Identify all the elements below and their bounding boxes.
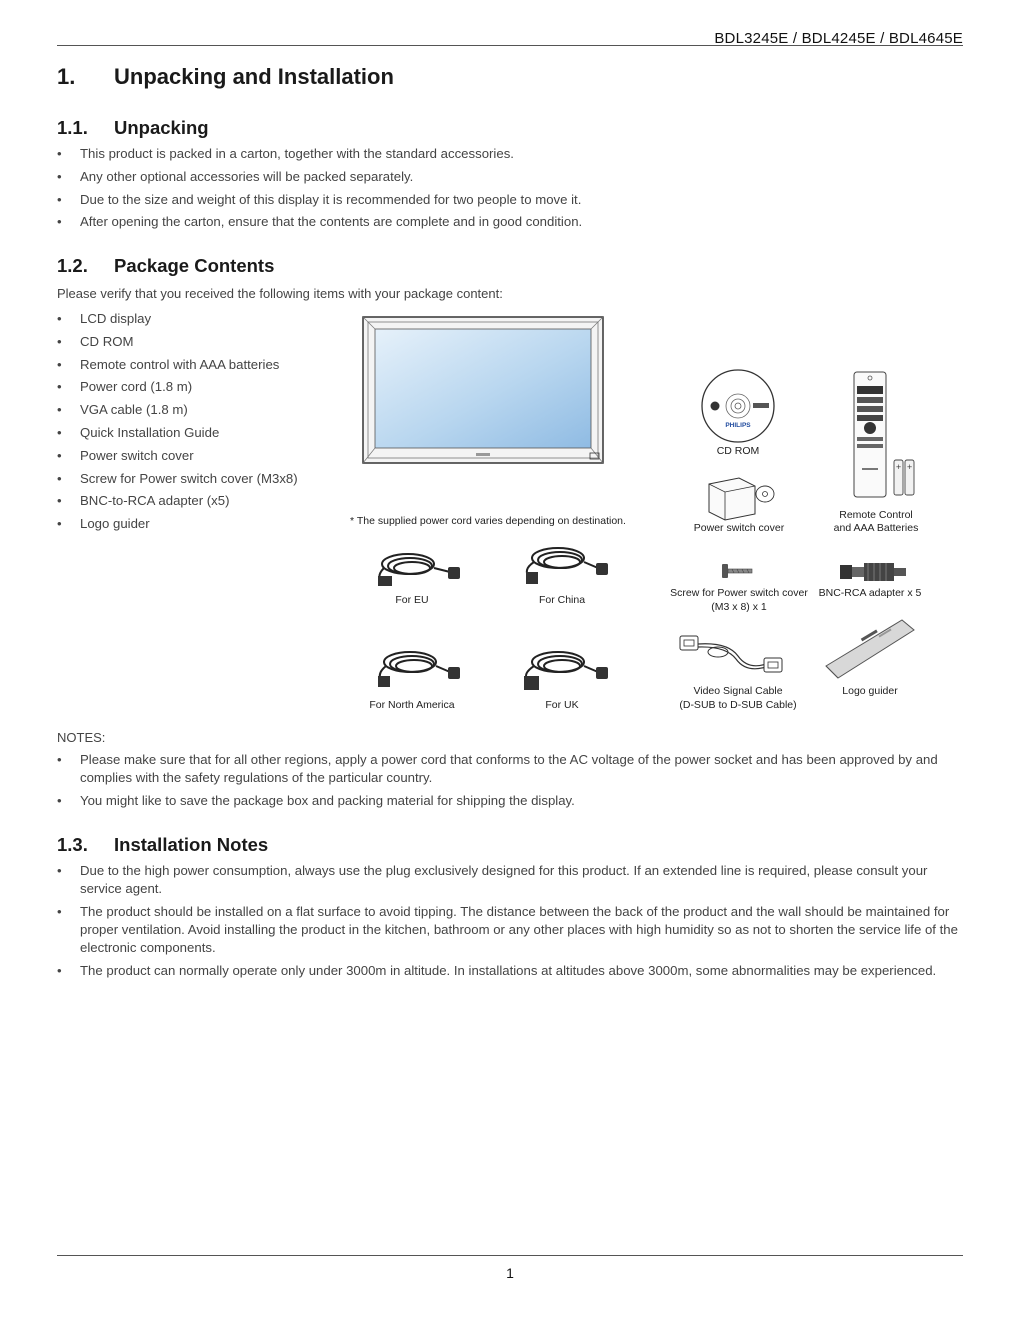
list-item: • Power cord (1.8 m): [57, 378, 347, 396]
page-number: 1: [506, 1265, 514, 1281]
screw-caption-line1: Screw for Power switch cover: [670, 587, 808, 599]
remote-control-illustration: [852, 370, 918, 500]
logo-guider-illustration: [822, 616, 918, 682]
power-switch-cover-illustration: [705, 474, 777, 522]
section-title: Unpacking and Installation: [114, 64, 394, 89]
video-cable-caption-line2: (D-SUB to D-SUB Cable): [679, 699, 797, 711]
unpacking-list: [57, 145, 963, 236]
list-item: • Remote control with AAA batteries: [57, 356, 347, 374]
power-cord-north-america-illustration: [370, 648, 462, 690]
logo-guider-caption: Logo guider: [842, 685, 898, 697]
power-cord-note: * The supplied power cord varies depending on destination.: [350, 515, 626, 527]
list-item: • VGA cable (1.8 m): [57, 401, 347, 419]
list-item: • After opening the carton, ensure that the contents are complete and in good condition.: [57, 213, 963, 231]
list-item: • LCD display: [57, 310, 347, 328]
lcd-display-illustration: [362, 316, 604, 464]
notes-label: NOTES:: [57, 730, 106, 745]
power-switch-cover-caption: Power switch cover: [693, 522, 785, 534]
header-rule: [57, 45, 963, 46]
power-cord-uk-caption: For UK: [545, 699, 579, 711]
bnc-adapter-caption: BNC-RCA adapter x 5: [818, 587, 922, 599]
power-cord-eu-illustration: [370, 548, 462, 588]
list-item: • This product is packed in a carton, together with the standard accessories.: [57, 145, 963, 163]
list-item: • Any other optional accessories will be packed separately.: [57, 168, 963, 186]
unpacking-number: 1.1.: [57, 117, 88, 138]
list-item: • Due to the size and weight of this display it is recommended for two people to move it.: [57, 191, 963, 209]
bnc-adapter-illustration: [838, 560, 908, 584]
installation-number: 1.3.: [57, 834, 88, 855]
power-cord-eu-caption: For EU: [395, 594, 429, 606]
list-item: • BNC-to-RCA adapter (x5): [57, 492, 347, 510]
package-list: [57, 310, 347, 538]
svg-text:+: +: [895, 463, 902, 471]
section-heading: [57, 64, 394, 90]
screw-caption-line2: (M3 x 8) x 1: [711, 601, 767, 613]
section-number: 1.: [57, 64, 76, 89]
cd-rom-caption: CD ROM: [716, 445, 760, 457]
list-item: • Quick Installation Guide: [57, 424, 347, 442]
svg-text:+: +: [906, 463, 913, 471]
list-item: • Power switch cover: [57, 447, 347, 465]
package-title: Package Contents: [114, 255, 275, 276]
package-number: 1.2.: [57, 255, 88, 276]
power-cord-uk-illustration: [518, 648, 610, 692]
installation-heading: [57, 834, 268, 856]
power-cord-china-caption: For China: [538, 594, 586, 606]
video-cable-caption-line1: Video Signal Cable: [693, 685, 783, 697]
package-intro: Please verify that you received the following items with your package content:: [57, 286, 503, 301]
installation-title: Installation Notes: [114, 834, 269, 855]
list-item: • Due to the high power consumption, always use the plug exclusively designed for this product. If an extended line is required, please consult your service agent.: [57, 862, 963, 898]
cd-rom-illustration: [700, 368, 776, 444]
unpacking-heading: [57, 117, 209, 139]
power-cord-china-illustration: [518, 544, 610, 586]
remote-caption-line1: Remote Control: [839, 509, 913, 521]
cd-brand-label: PHILIPS: [725, 422, 751, 429]
list-item: • The product can normally operate only under 3000m in altitude. In installations at altitudes above 3000m, some abnormalities may be experienced.: [57, 962, 963, 980]
package-heading: [57, 255, 274, 277]
list-item: • The product should be installed on a flat surface to avoid tipping. The distance between the back of the product and the wall should be maintained for proper ventilation. Avoid installing the product in the kitchen, bathroom or any other places with high humidity so as not to shorten the service life of the electronic components.: [57, 903, 963, 957]
video-signal-cable-illustration: [678, 632, 788, 682]
unpacking-title: Unpacking: [114, 117, 209, 138]
list-item: • Logo guider: [57, 515, 347, 533]
list-item: • You might like to save the package box and packing material for shipping the display.: [57, 792, 963, 810]
screw-illustration: [720, 560, 756, 582]
list-item: • Please make sure that for all other regions, apply a power cord that conforms to the AC voltage of the power socket and has been approved by and complies with the safety regulations of the particular country.: [57, 751, 963, 787]
list-item: • Screw for Power switch cover (M3x8): [57, 470, 347, 488]
remote-caption-line2: and AAA Batteries: [833, 522, 919, 534]
footer-rule: [57, 1255, 963, 1256]
notes-list: [57, 751, 963, 815]
list-item: • CD ROM: [57, 333, 347, 351]
power-cord-north-america-caption: For North America: [369, 699, 455, 711]
installation-list: [57, 862, 963, 984]
document-model-header: BDL3245E / BDL4245E / BDL4645E: [714, 30, 963, 47]
